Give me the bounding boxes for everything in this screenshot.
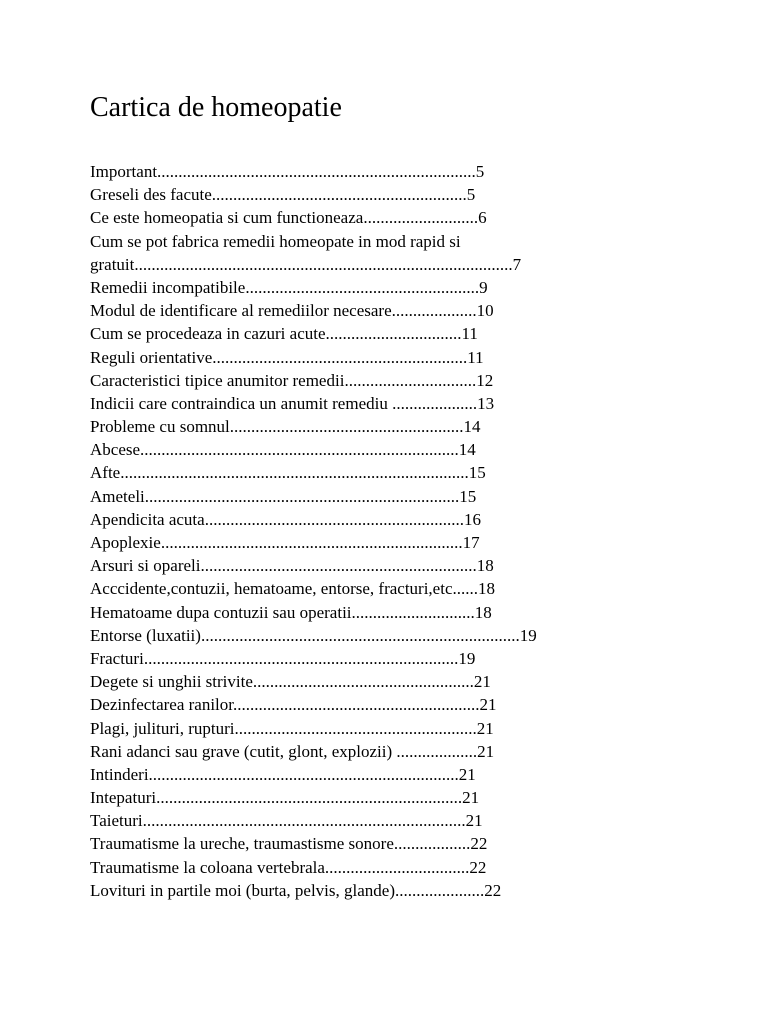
toc-entry-title: Indicii care contraindica un anumit remediu (90, 393, 393, 413)
toc-entry-title: Modul de identificare al remediilor necesare (90, 301, 392, 321)
table-of-contents (90, 160, 730, 902)
toc-entry-title: Acccidente,contuzii, hematoame, entorse, fracturi,etc (90, 579, 453, 599)
toc-entry (90, 392, 730, 415)
toc-dot-leader: ........................................................................... (157, 162, 476, 181)
toc-entry-title: Important (90, 162, 158, 181)
toc-entry-title: Rani adanci sau grave (cutit, glont, explozii) (90, 741, 397, 761)
toc-entry-title: Traumatisme la ureche, traumastisme sonore (90, 834, 394, 854)
toc-entry-title: Intinderi (90, 764, 149, 784)
toc-page-number: 15 (468, 463, 486, 483)
toc-entry (90, 230, 730, 253)
toc-page-number: 22 (470, 834, 488, 854)
toc-dot-leader: ................................ (325, 324, 462, 344)
toc-entry-title: Plagi, julituri, rupturi (90, 718, 235, 738)
toc-entry-title: Probleme cu somnul (90, 417, 230, 437)
toc-entry-title: Remedii incompatibile (90, 277, 246, 297)
toc-entry-title: Degete si unghii strivite (90, 672, 253, 692)
toc-page-number: 18 (474, 602, 492, 622)
toc-entry-title: Fracturi (90, 648, 144, 668)
toc-page-number: 21 (458, 764, 476, 784)
toc-dot-leader: ........................................................................ (156, 788, 463, 808)
toc-dot-leader: ........................................................................... (140, 440, 459, 460)
toc-entry (90, 786, 730, 809)
toc-entry-title: Lovituri in partile moi (burta, pelvis, glande) (90, 880, 395, 900)
toc-dot-leader: ....................................................... (245, 277, 480, 297)
toc-entry-title: Ameteli (90, 486, 145, 506)
toc-entry (90, 206, 730, 229)
toc-entry (90, 693, 730, 716)
toc-dot-leader: ........................... (363, 208, 479, 228)
toc-dot-leader: .................... (392, 393, 478, 413)
toc-page-number: 14 (458, 440, 476, 460)
toc-page-number: 9 (479, 277, 488, 297)
toc-entry (90, 183, 730, 206)
toc-page-number: 22 (469, 857, 487, 877)
toc-entry (90, 554, 730, 577)
toc-entry-title: Taieturi (90, 811, 143, 831)
toc-entry-title: Apoplexie (90, 533, 161, 552)
toc-entry-title: Reguli orientative (90, 347, 213, 367)
toc-page-number: 11 (467, 347, 484, 367)
toc-page-number: 12 (476, 370, 494, 390)
toc-dot-leader: ...... (452, 579, 478, 599)
toc-entry (90, 717, 730, 740)
toc-dot-leader: ..................... (394, 880, 485, 900)
toc-entry-title: Cum se pot fabrica remedii homeopate in mod rapid si (90, 231, 461, 251)
toc-entry-title: Cum se procedeaza in cazuri acute (90, 324, 326, 344)
toc-dot-leader: ........................................................................... (200, 625, 520, 645)
toc-entry (90, 508, 730, 531)
toc-entry (90, 369, 730, 392)
toc-dot-leader: ............................................................. (204, 509, 464, 529)
toc-page-number: 21 (479, 695, 497, 715)
toc-entry-title: Afte (90, 463, 121, 483)
toc-entry (90, 160, 730, 183)
toc-dot-leader: .......................................................................... (144, 486, 460, 506)
toc-entry-title: Entorse (luxatii) (90, 625, 201, 645)
toc-entry (90, 577, 730, 600)
toc-entry (90, 415, 730, 438)
toc-entry (90, 531, 730, 554)
toc-page-number: 18 (478, 579, 495, 599)
toc-entry-title: Hematoame dupa contuzii sau operatii (90, 602, 352, 622)
toc-page-number: 17 (462, 533, 480, 552)
toc-page-number: 21 (462, 788, 480, 808)
toc-entry (90, 346, 730, 369)
toc-entry (90, 438, 730, 461)
toc-dot-leader: .................................................................................. (120, 463, 469, 483)
toc-entry (90, 624, 730, 647)
toc-dot-leader: .................... (391, 301, 477, 321)
toc-page-number: 13 (477, 393, 495, 413)
toc-entry-title: Greseli des facute (90, 185, 212, 205)
toc-entry (90, 670, 730, 693)
toc-page-number: 5 (475, 162, 485, 181)
toc-entry (90, 832, 730, 855)
toc-entry (90, 879, 730, 902)
toc-page-number: 11 (461, 324, 478, 344)
toc-entry (90, 809, 730, 832)
toc-dot-leader: ................... (396, 741, 478, 761)
toc-entry (90, 461, 730, 484)
toc-page-number: 15 (459, 486, 477, 506)
toc-page-number: 6 (478, 208, 487, 228)
toc-entry (90, 763, 730, 786)
toc-page-number: 16 (463, 509, 481, 529)
toc-dot-leader: ......................................................................................... (134, 254, 513, 274)
toc-page-number: 21 (465, 811, 483, 831)
toc-page-number: 10 (476, 301, 494, 321)
toc-entry-title: Dezinfectarea ranilor (90, 695, 233, 715)
toc-entry (90, 740, 730, 763)
toc-dot-leader: ............................................................................ (142, 811, 466, 831)
toc-dot-leader: .......................................................... (233, 695, 480, 715)
toc-entry (90, 276, 730, 299)
toc-entry-title: Apendicita acuta (90, 509, 205, 529)
toc-dot-leader: ............................... (344, 370, 477, 390)
toc-entry-title: Intepaturi (90, 788, 157, 808)
toc-dot-leader: ....................................................................... (160, 533, 463, 552)
toc-entry-title: Ce este homeopatia si cum functioneaza (90, 208, 364, 228)
document-title: Cartica de homeopatie (90, 92, 342, 123)
toc-entry (90, 253, 730, 276)
toc-entry-title: gratuit (90, 254, 135, 274)
toc-dot-leader: .................................................... (252, 672, 474, 692)
toc-entry (90, 856, 730, 879)
toc-dot-leader: ............................. (351, 602, 475, 622)
toc-page-number: 19 (458, 648, 476, 668)
toc-page-number: 21 (477, 741, 495, 761)
toc-page-number: 21 (476, 718, 494, 738)
toc-dot-leader: .................. (393, 834, 471, 854)
toc-dot-leader: ......................................................................... (148, 764, 459, 784)
toc-dot-leader: ............................................................ (212, 347, 468, 367)
toc-page-number: 14 (463, 417, 481, 437)
toc-page-number: 22 (484, 880, 502, 900)
toc-page-number: 19 (519, 625, 537, 645)
toc-page-number: 7 (512, 254, 522, 274)
toc-dot-leader: .................................. (324, 857, 470, 877)
toc-dot-leader: ................................................................. (200, 556, 477, 576)
toc-dot-leader: .......................................................................... (143, 648, 459, 668)
toc-dot-leader: ......................................................... (234, 718, 477, 738)
toc-entry (90, 322, 730, 345)
toc-page-number: 18 (476, 556, 494, 576)
toc-entry-title: Arsuri si opareli (90, 556, 201, 576)
toc-entry-title: Caracteristici tipice anumitor remedii (90, 370, 345, 390)
toc-page-number: 5 (466, 185, 476, 205)
toc-entry (90, 299, 730, 322)
toc-entry-title: Traumatisme la coloana vertebrala (90, 857, 325, 877)
toc-entry-title: Abcese (90, 440, 141, 460)
toc-page-number: 21 (473, 672, 491, 692)
toc-entry (90, 485, 730, 508)
toc-entry (90, 647, 730, 670)
toc-dot-leader: ............................................................ (211, 185, 467, 205)
toc-dot-leader: ....................................................... (229, 417, 464, 437)
toc-entry (90, 601, 730, 624)
